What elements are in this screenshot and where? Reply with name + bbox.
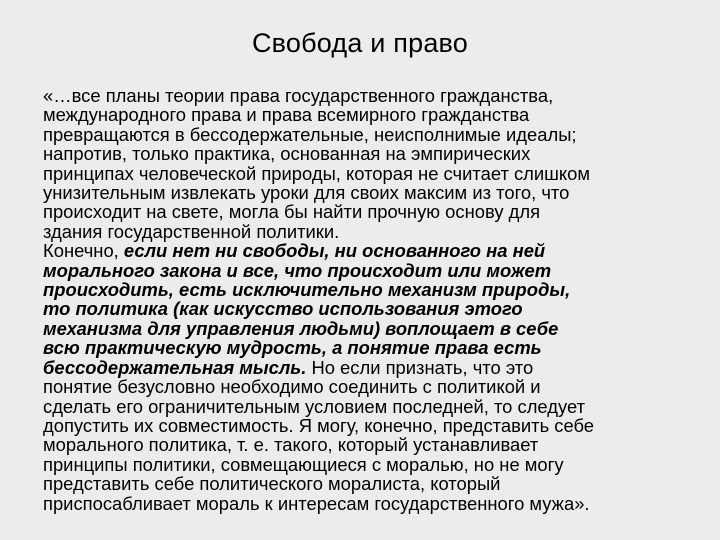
text-line: принципы политики, совмещающиеся с моралью, но не могу bbox=[43, 453, 564, 475]
quote-paragraph-1 bbox=[43, 86, 699, 241]
text-line: приспосабливает мораль к интересам государственного мужа». bbox=[43, 492, 590, 514]
text-line bbox=[43, 356, 699, 378]
text-line: сделать его ограничительным условием последней, то следует bbox=[43, 395, 586, 417]
text-line: превращаются в бессодержательные, неисполнимые идеалы; bbox=[43, 123, 577, 145]
slide-title: Свобода и право bbox=[251, 28, 468, 58]
text-line: представить себе политического моралиста, который bbox=[43, 473, 501, 495]
slide-body bbox=[43, 86, 699, 513]
emphasized-text: бессодержательная мысль. bbox=[43, 356, 307, 378]
plain-text: Конечно, bbox=[43, 240, 124, 262]
emphasized-line: то политика (как искусство использования этого bbox=[43, 298, 523, 320]
text-line bbox=[43, 240, 699, 262]
text-line: понятие безусловно необходимо соединить с политикой и bbox=[43, 376, 541, 398]
quote-paragraph-2 bbox=[43, 241, 699, 513]
emphasized-line: механизма для управления людьми) воплощает в себе bbox=[43, 317, 559, 339]
text-line: морального политика, т. е. такого, который устанавливает bbox=[43, 434, 539, 456]
emphasized-line: происходить, есть исключительно механизм природы, bbox=[43, 279, 571, 301]
text-line: принципах человеческой природы, которая не считает слишком bbox=[43, 162, 591, 184]
text-line: унизительным извлекать уроки для своих максим из того, что bbox=[43, 182, 570, 204]
text-line: «…все планы теории права государственного гражданства, bbox=[43, 85, 554, 106]
emphasized-text: если нет ни свободы, ни основанного на ней bbox=[123, 240, 546, 262]
plain-text: Но если признать, что это bbox=[306, 356, 534, 378]
text-line: происходит на свете, могла бы найти прочную основу для bbox=[43, 201, 541, 223]
text-line: здания государственной политики. bbox=[43, 220, 340, 242]
emphasized-line: всю практическую мудрость, а понятие права есть bbox=[43, 337, 542, 359]
text-line: напротив, только практика, основанная на эмпирических bbox=[43, 143, 531, 165]
text-line: допустить их совместимость. Я могу, конечно, представить себе bbox=[43, 414, 595, 436]
text-line: международного права и права всемирного гражданства bbox=[43, 104, 530, 126]
emphasized-line: морального закона и все, что происходит или может bbox=[43, 259, 552, 281]
